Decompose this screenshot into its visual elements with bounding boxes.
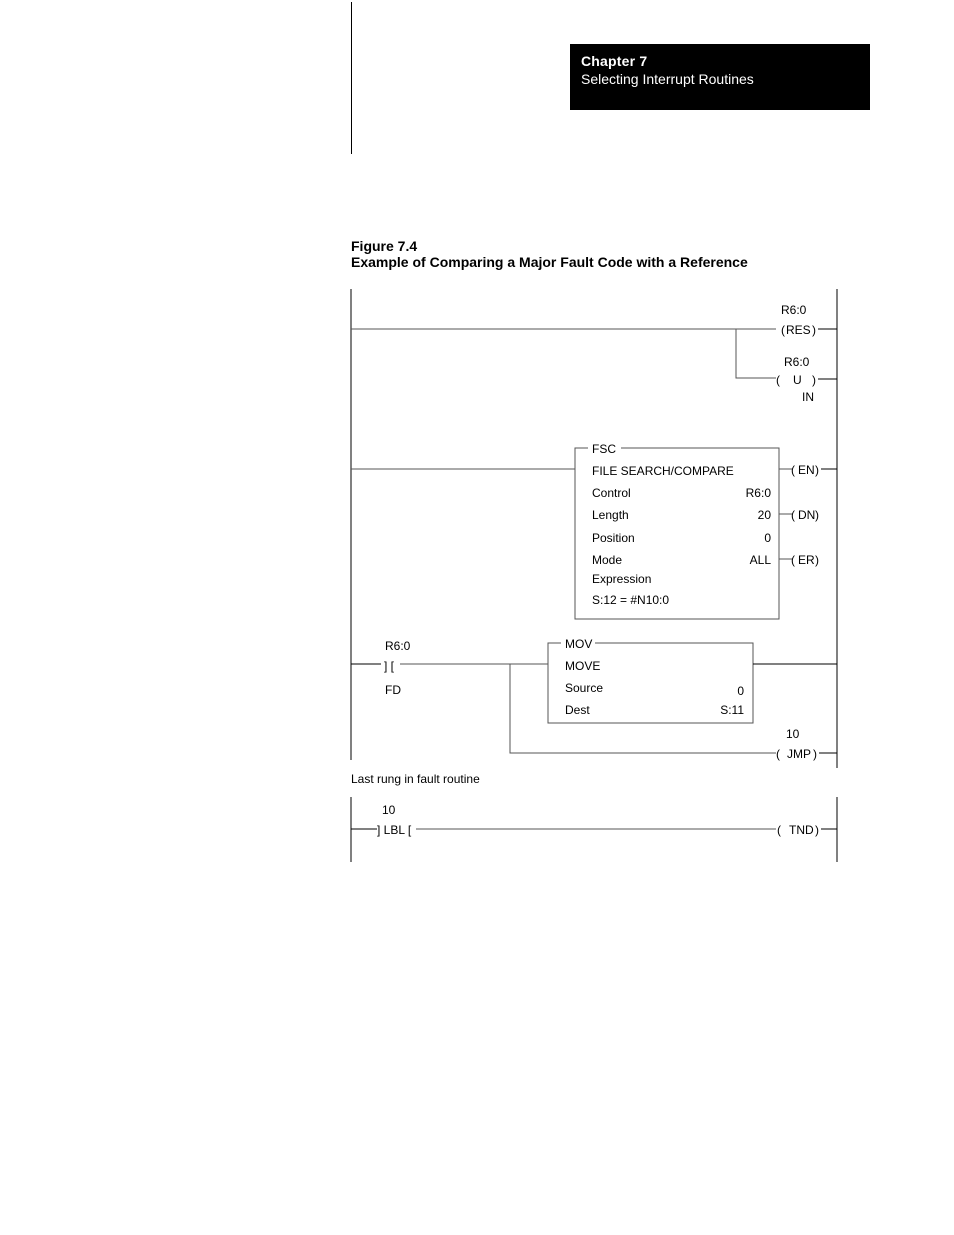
jmp-paren-left: ( [776,747,780,761]
rung-1 [351,303,837,404]
unlatch-paren-left: ( [776,373,780,387]
tnd-label: TND [789,823,814,837]
jmp-label: JMP [787,747,811,761]
fsc-mnemonic: FSC [592,442,616,456]
dn-paren-left: ( [791,508,795,522]
fsc-row-label: Mode [592,553,623,567]
fsc-row-value: 0 [764,531,771,545]
unlatch-address: R6:0 [784,355,810,369]
fsc-row-value: 20 [757,508,771,522]
figure-title: Example of Comparing a Major Fault Code with a Reference [351,254,748,270]
fsc-output-dn: DN [798,508,816,522]
fsc-output-en: EN [798,463,815,477]
fsc-expression: S:12 = #N10:0 [592,593,670,607]
mov-dest-value: S:11 [720,703,744,717]
unlatch-bit: IN [802,390,814,404]
fsc-row-value: ALL [749,553,771,567]
contact-bit: FD [385,683,401,697]
rung-4 [351,797,837,862]
res-address: R6:0 [781,303,807,317]
fsc-expression-label: Expression [592,572,652,586]
fsc-row-label: Control [592,486,631,500]
mov-source-label: Source [565,681,604,695]
figure-number: Figure 7.4 [351,238,418,254]
mov-dest-label: Dest [565,703,590,717]
unlatch-label: U [793,373,802,387]
fsc-row-value: R6:0 [745,486,771,500]
res-paren-left: ( [781,323,785,337]
unlatch-branch-wire [736,329,776,378]
jmp-paren-right: ) [813,747,817,761]
chapter-title: Selecting Interrupt Routines [581,71,754,87]
en-paren-right: ) [815,463,819,477]
mov-name: MOVE [565,659,601,673]
rung-2 [351,442,837,619]
fsc-row-label: Position [592,531,635,545]
mov-mnemonic: MOV [565,637,593,651]
lbl-address: 10 [382,803,396,817]
er-paren-left: ( [791,553,795,567]
tnd-paren-right: ) [815,823,819,837]
fsc-row-label: Length [592,508,629,522]
res-paren-right: ) [812,323,816,337]
dn-paren-right: ) [815,508,819,522]
er-paren-right: ) [815,553,819,567]
fsc-output-er: ER [798,553,815,567]
res-label: RES [786,323,811,337]
lbl-label: ] LBL [ [377,823,412,837]
mov-source-value: 0 [737,684,744,698]
fsc-name: FILE SEARCH/COMPARE [592,464,734,478]
chapter-label: Chapter 7 [581,53,648,69]
rung-caption: Last rung in fault routine [351,772,480,786]
contact-address: R6:0 [385,639,411,653]
jmp-address: 10 [786,727,800,741]
en-paren-left: ( [791,463,795,477]
tnd-paren-left: ( [777,823,781,837]
contact-symbol: ] [ [384,659,395,673]
rung-3 [351,637,837,761]
unlatch-paren-right: ) [812,373,816,387]
